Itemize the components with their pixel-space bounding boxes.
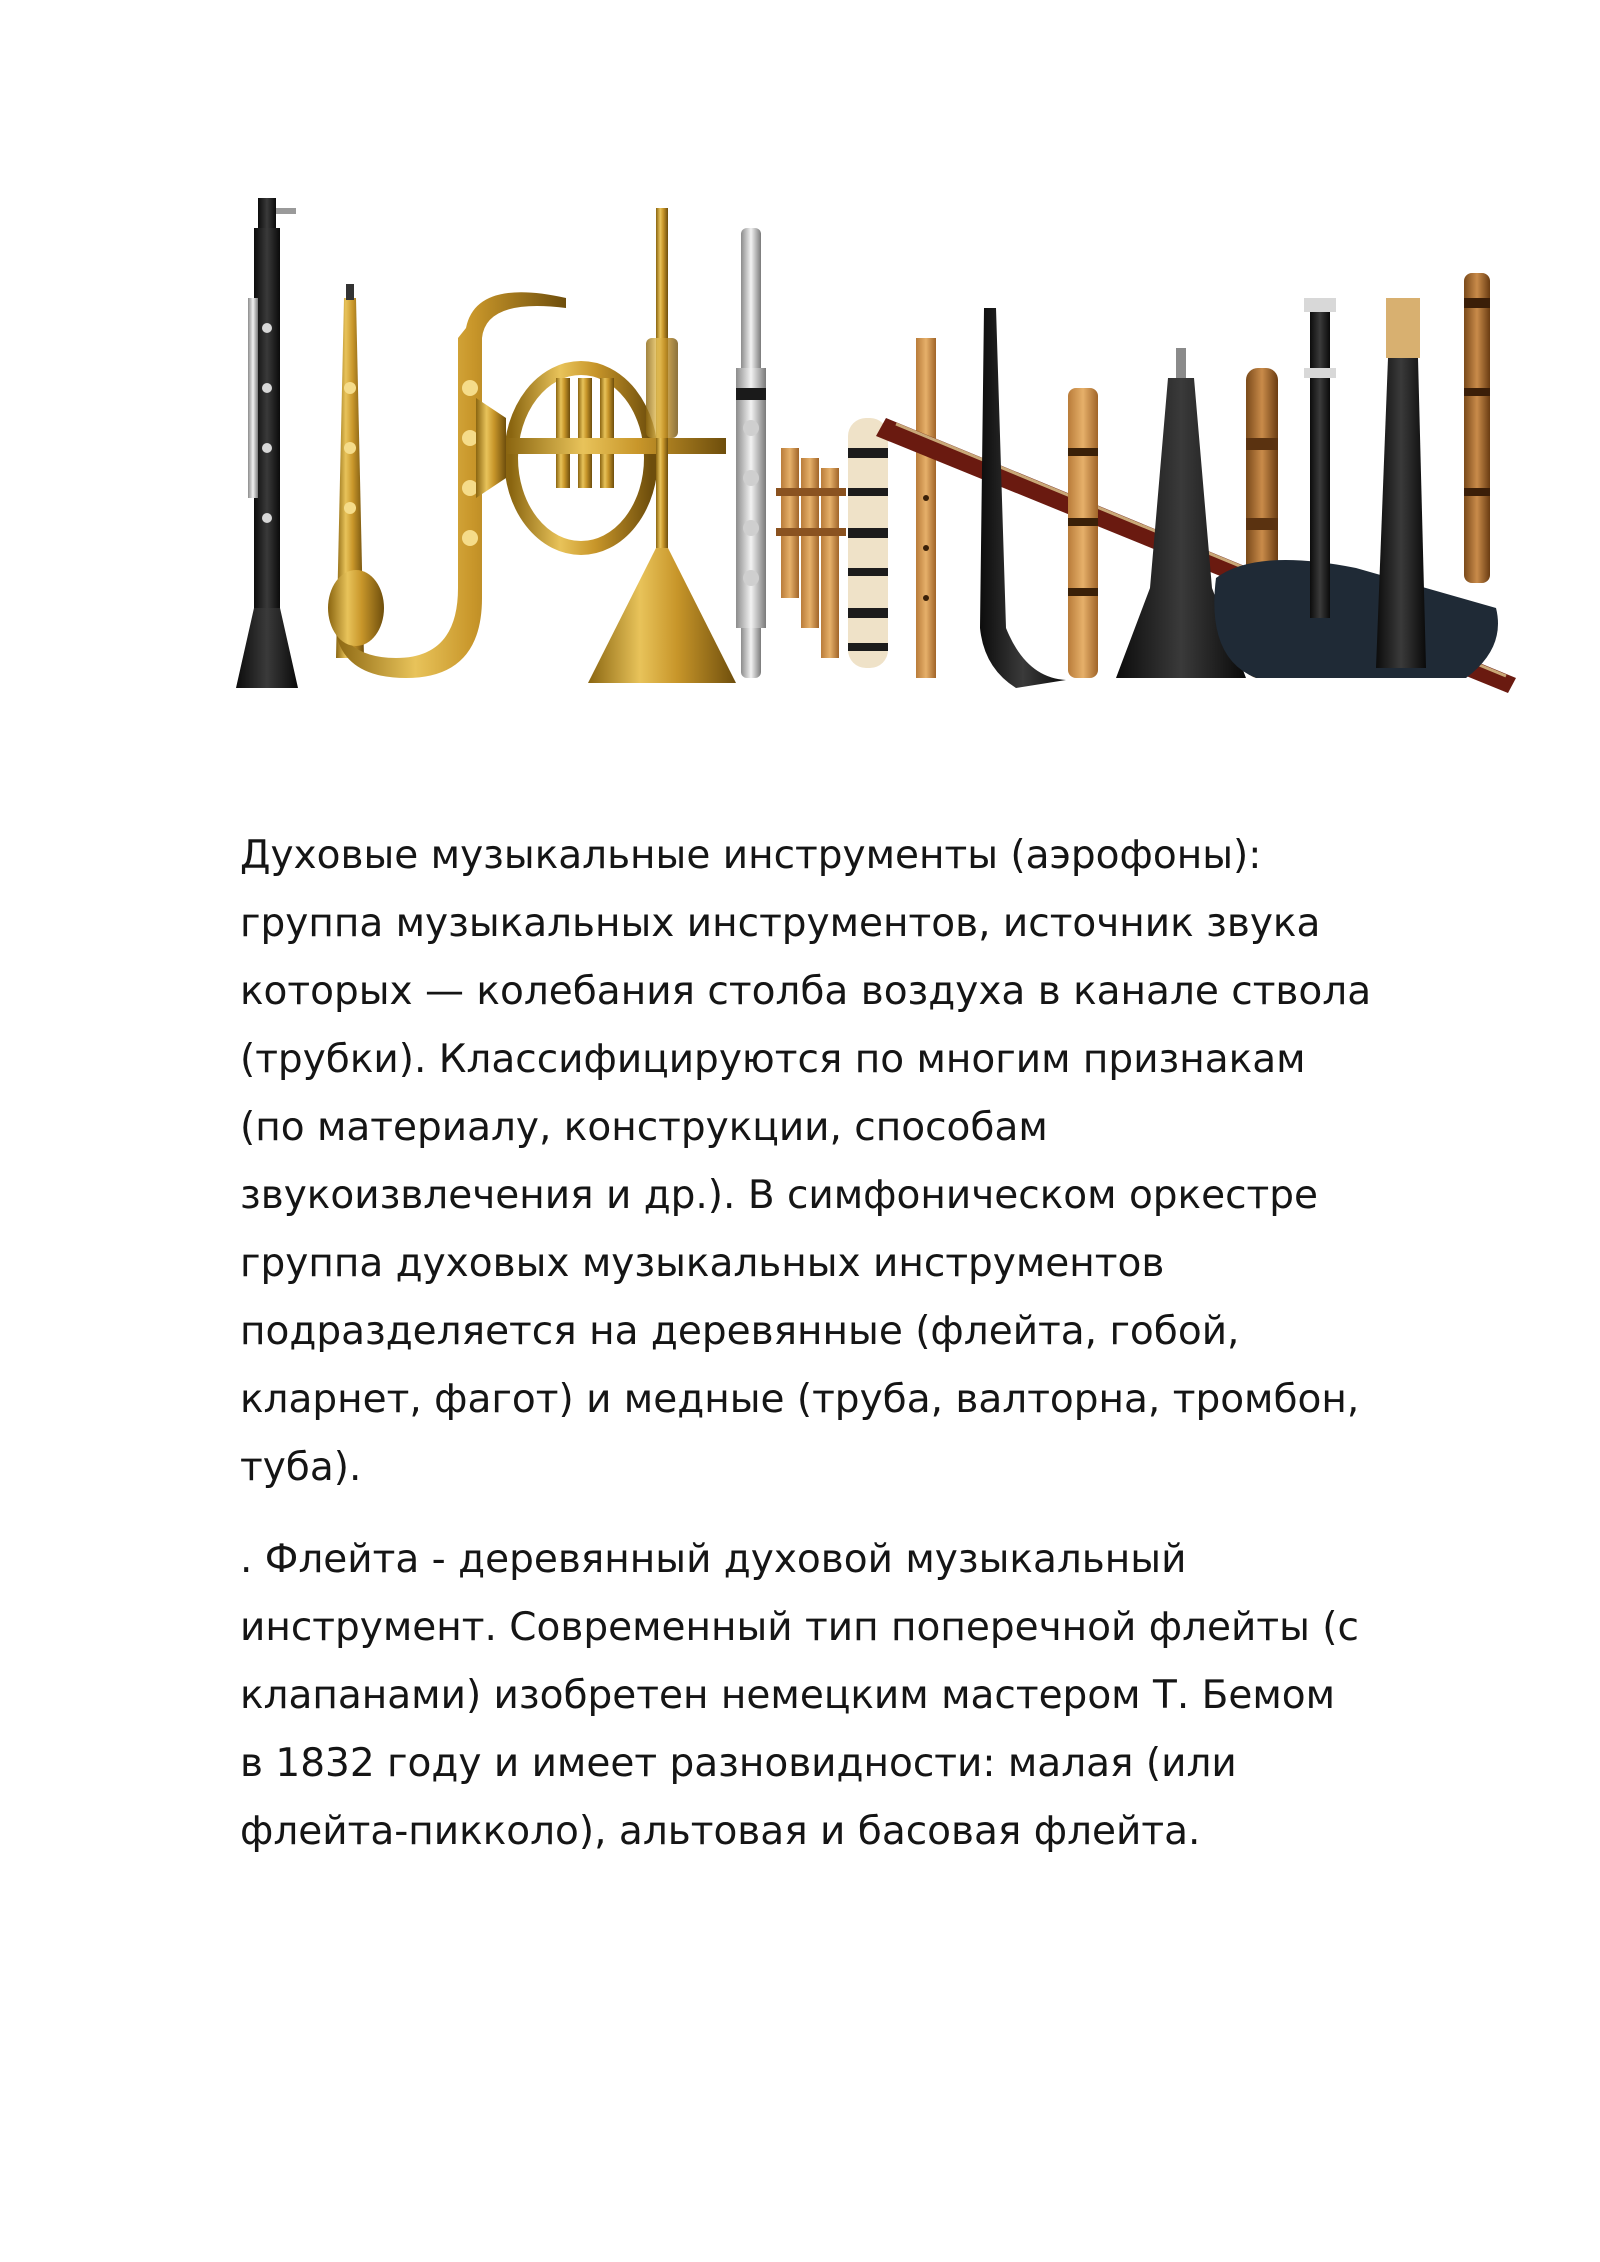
paragraph-wind-instruments (240, 822, 1380, 1502)
tall-recorder-icon (1464, 273, 1490, 583)
clarinet-icon (236, 198, 298, 688)
wooden-flute-icon (916, 338, 936, 678)
text-line: клапанами) изобретен немецким мастером Т. Бемом (240, 1673, 1336, 1718)
wind-instruments-illustration (236, 188, 1526, 708)
text-line: туба). (240, 1445, 362, 1490)
text-line: звукоизвлечения и др.). В симфоническом оркестре (240, 1173, 1319, 1218)
text-line: группа духовых музыкальных инструментов (240, 1241, 1165, 1286)
paragraph-flute (240, 1526, 1380, 1866)
text-line: флейта-пикколо), альтовая и басовая флейта. (240, 1809, 1201, 1854)
pan-flute-icon (776, 448, 846, 658)
text-line: (по материалу, конструкции, способам (240, 1105, 1048, 1150)
alto-saxophone-icon (328, 292, 566, 678)
flute-icon (736, 228, 766, 678)
text-line: которых — колебания столба воздуха в канале ствола (240, 969, 1372, 1014)
text-line: . Флейта - деревянный духовой музыкальный (240, 1537, 1187, 1582)
text-line: группа музыкальных инструментов, источник звука (240, 901, 1321, 946)
text-line: (трубки). Классифицируются по многим признакам (240, 1037, 1306, 1082)
wooden-pipe-icon (1068, 388, 1098, 678)
text-line: в 1832 году и имеет разновидности: малая (или (240, 1741, 1237, 1786)
text-line: кларнет, фагот) и медные (труба, валторна, тромбон, (240, 1377, 1360, 1422)
text-line: Духовые музыкальные инструменты (аэрофоны): (240, 833, 1262, 878)
decorated-pipe-icon (848, 418, 888, 668)
text-line: подразделяется на деревянные (флейта, гобой, (240, 1309, 1240, 1354)
article-text (240, 822, 1380, 1890)
text-line: инструмент. Современный тип поперечной флейты (с (240, 1605, 1359, 1650)
cornet-icon (476, 368, 726, 548)
